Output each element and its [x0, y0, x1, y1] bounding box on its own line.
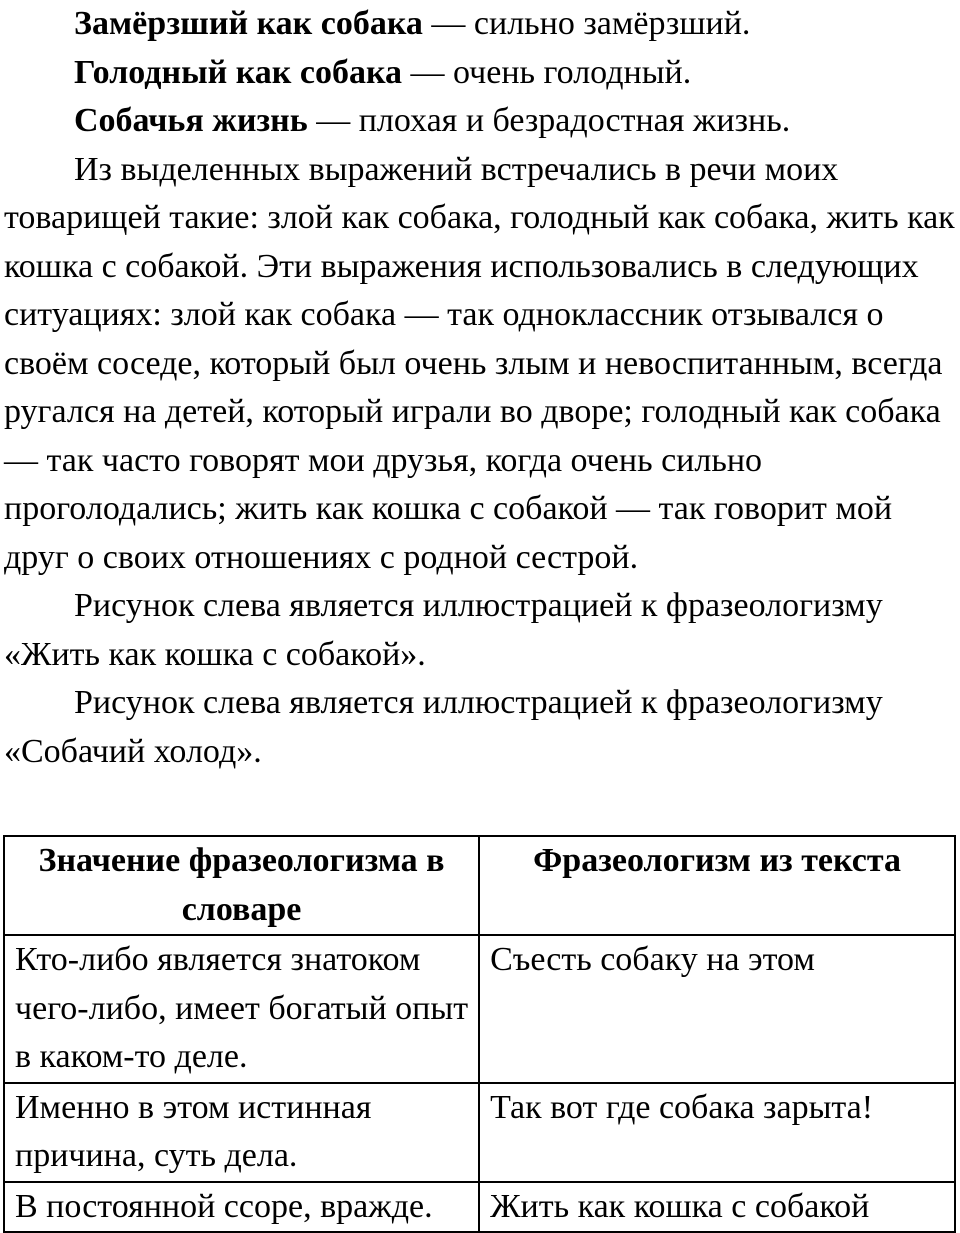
picture-caption-2: Рисунок слева является иллюстрацией к фразеологизму «Собачий холод».: [4, 684, 883, 770]
definition-meaning: — сильно замёрзший.: [422, 5, 751, 42]
definition-term: Собачья жизнь: [74, 102, 308, 139]
usage-paragraph: Из выделенных выражений встречались в речи моих товарищей такие: злой как собака, голодный как собака, жить как кошка с собакой. Эти выражения использовались в следующих ситуациях: злой как собака — так одноклассник отзывался о своём соседе, который был очень злым и невоспитанным, всегда ругался на детей, который играли во дворе; голодный как собака — так часто говорят мои друзья, когда очень сильно проголодались; жить как кошка с собакой — так говорит мой друг о своих отношениях с родной сестрой.: [4, 150, 955, 576]
table-header-row: [4, 836, 955, 935]
cell-meaning: Именно в этом истинная причина, суть дела.: [4, 1083, 479, 1182]
header-meaning: Значение фразеологизма в словаре: [4, 836, 479, 935]
definition-line-3: [0, 97, 960, 146]
cell-phrase: Съесть собаку на этом: [479, 935, 955, 1083]
cell-phrase: Жить как кошка с собакой: [479, 1182, 955, 1233]
definition-meaning: — очень голодный.: [402, 53, 692, 91]
definition-term: Голодный как собака: [74, 53, 403, 91]
table-row: [4, 1083, 955, 1182]
picture-caption-1: Рисунок слева является иллюстрацией к фразеологизму «Жить как кошка с собакой».: [4, 587, 883, 673]
table-row: [4, 1182, 955, 1233]
cell-meaning: Кто-либо является знатоком чего-либо, имеет богатый опыт в каком-то деле.: [4, 935, 479, 1083]
definition-term: Замёрзший как собака: [74, 5, 423, 42]
cell-phrase: Так вот где собака зарыта!: [479, 1083, 955, 1182]
cell-meaning: В постоянной ссоре, вражде.: [4, 1182, 479, 1233]
definition-meaning: — плохая и безрадостная жизнь.: [307, 102, 791, 139]
definition-line-1: [0, 0, 960, 49]
header-phrase: Фразеологизм из текста: [479, 836, 955, 935]
definition-line-2: [0, 49, 960, 98]
phraseology-table: [3, 835, 956, 1233]
table-row: [4, 935, 955, 1083]
